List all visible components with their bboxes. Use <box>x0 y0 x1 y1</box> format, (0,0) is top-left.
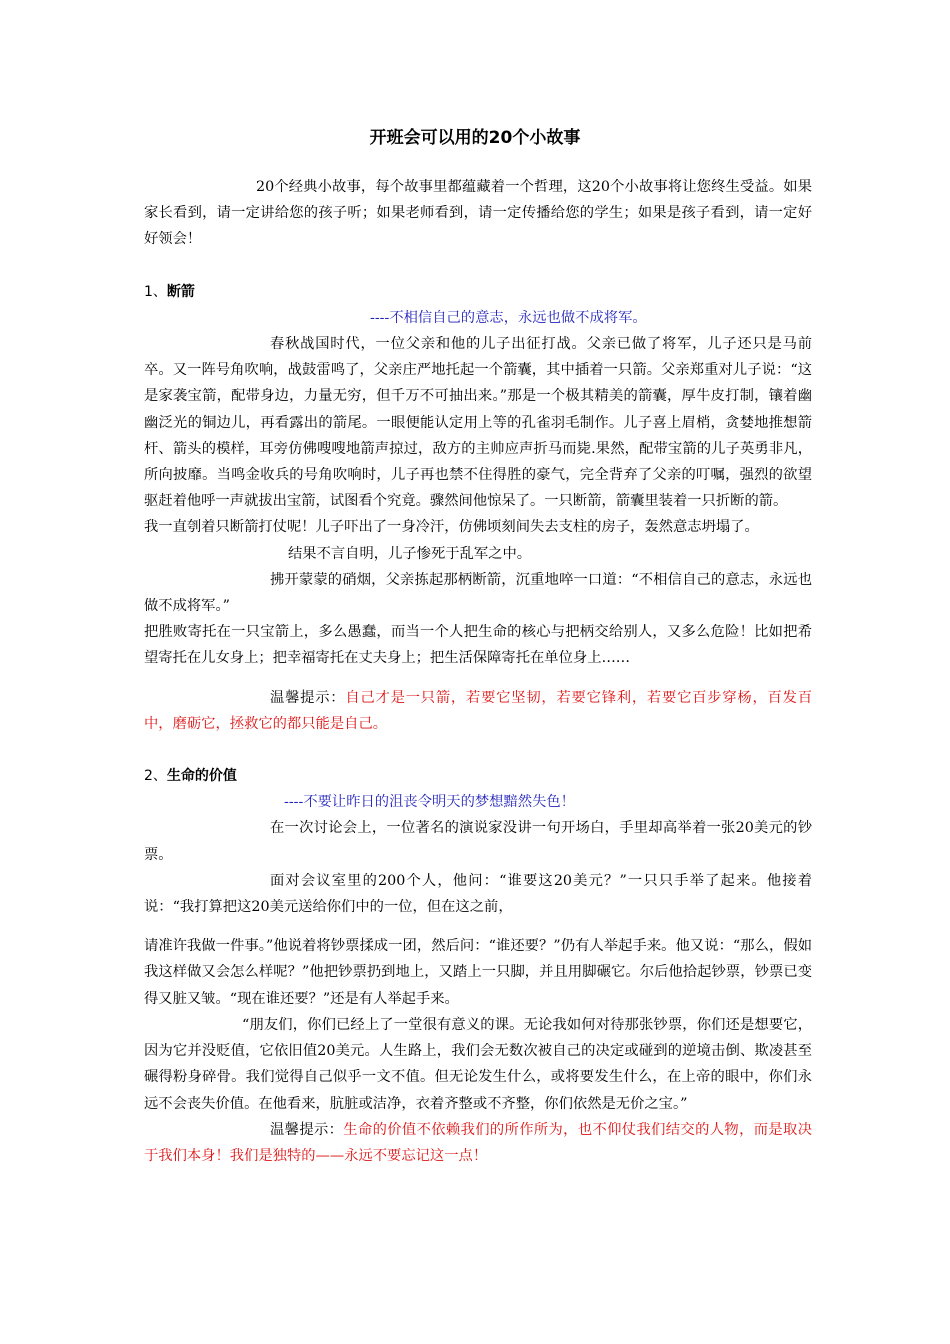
story2-tip-text: 生命的价值不依赖我们的所作所为，也不仰仗我们结交的人物，而是取决于我们本身！我们是独特的——永远不要忘记这一点！ <box>144 1121 813 1164</box>
story1-paragraph-4: 拂开蒙蒙的硝烟，父亲拣起那柄断箭，沉重地啐一口道：“不相信自己的意志，永远也做不成将军。” <box>144 571 812 615</box>
story2-tip-label: 温馨提示： <box>270 1121 344 1138</box>
story1-title: 断箭 <box>166 283 195 300</box>
spacer <box>144 920 812 933</box>
story1-paragraph-3: 结果不言自明，儿子惨死于乱军之中。 <box>288 545 532 562</box>
story2-title: 生命的价值 <box>166 768 237 785</box>
spacer <box>144 253 812 279</box>
story2-number: 2、 <box>144 768 167 785</box>
story2-motto: ----不要让昨日的沮丧令明天的梦想黯然失色！ <box>284 794 575 811</box>
story1-paragraph-5: 把胜败寄托在一只宝箭上，多么愚蠢，而当一个人把生命的核心与把柄交给别人，又多么危险！比如把希望寄托在儿女身上；把幸福寄托在丈夫身上；把生活保障寄托在单位身上…… <box>144 624 812 667</box>
story1-tip-text: 自己才是一只箭，若要它坚韧，若要它锋利，若要它百步穿杨，百发百中，磨砺它，拯救它的都只能是自己。 <box>144 689 813 732</box>
intro-paragraph: 20个经典小故事，每个故事里都蕴藏着一个哲理，这20个小故事将让您终生受益。如果家长看到，请一定讲给您的孩子听；如果老师看到，请一定传播给您的学生；如果是孩子看到，请一定好好领会！ <box>144 179 812 248</box>
story2-paragraph-2: 面对会议室里的200个人，他问：“谁要这20美元？”一只只手举了起来。他接着说：“我打算把这20美元送给你们中的一位，但在这之前， <box>144 872 812 916</box>
story2-heading <box>144 763 812 789</box>
story2-paragraph-1: 在一次讨论会上，一位著名的演说家没讲一句开场白，手里却高举着一张20美元的钞票。 <box>144 820 812 863</box>
story2-paragraph-3: 请准许我做一件事。”他说着将钞票揉成一团，然后问：“谁还要？”仍有人举起手来。他又说：“那么，假如我这样做又会怎么样呢？”他把钞票扔到地上，又踏上一只脚，并且用脚碾它。尔后他拾起钞票，钞票已变得又脏又皱。“现在谁还要？”还是有人举起手来。 <box>144 938 812 1007</box>
story1-paragraph-1: 春秋战国时代，一位父亲和他的儿子出征打战。父亲已做了将军，儿子还只是马前卒。又一阵号角吹响，战鼓雷鸣了，父亲庄严地托起一个箭囊，其中插着一只箭。父亲郑重对儿子说：“这是家袭宝箭，配带身边，力量无穷，但千万不可抽出来。”那是一个极其精美的箭囊，厚牛皮打制，镶着幽幽泛光的铜边儿，再看露出的箭尾。一眼便能认定用上等的孔雀羽毛制作。儿子喜上眉梢，贪婪地推想箭杆、箭头的模样，耳旁仿佛嗖嗖地箭声掠过，敌方的主帅应声折马而毙.果然，配带宝箭的儿子英勇非凡，所向披靡。当鸣金收兵的号角吹响时，儿子再也禁不住得胜的豪气，完全背弃了父亲的叮嘱，强烈的欲望驱赶着他呼一声就拔出宝箭，试图看个究竟。骤然间他惊呆了。一只断箭，箭囊里装着一只折断的箭。 <box>144 336 812 510</box>
story1-tip-label: 温馨提示： <box>270 689 346 706</box>
story1-heading <box>144 279 812 305</box>
document-body <box>144 174 812 1169</box>
story1-motto: ----不相信自己的意志，永远也做不成将军。 <box>370 309 647 326</box>
spacer <box>144 737 812 763</box>
story1-paragraph-2: 我一直刳着只断箭打仗呢！儿子吓出了一身冷汗，仿佛顷刻间失去支柱的房子，轰然意志坍塌了。 <box>144 519 759 536</box>
story1-tip <box>144 685 812 737</box>
story2-paragraph-4: “朋友们，你们已经上了一堂很有意义的课。无论我如何对待那张钞票，你们还是想要它，因为它并没贬值，它依旧值20美元。人生路上，我们会无数次被自己的决定或碰到的逆境击倒、欺凌甚至碾得粉身碎骨。我们觉得自己似乎一文不值。但无论发生什么，或将要发生什么，在上帝的眼中，你们永远不会丧失价值。在他看来，肮脏或洁净，衣着齐整或不齐整，你们依然是无价之宝。” <box>144 1016 812 1112</box>
story1-number: 1、 <box>144 283 167 300</box>
document-title: 开班会可以用的20个小故事 <box>369 128 581 148</box>
story2-tip <box>144 1117 812 1169</box>
spacer <box>144 672 812 685</box>
